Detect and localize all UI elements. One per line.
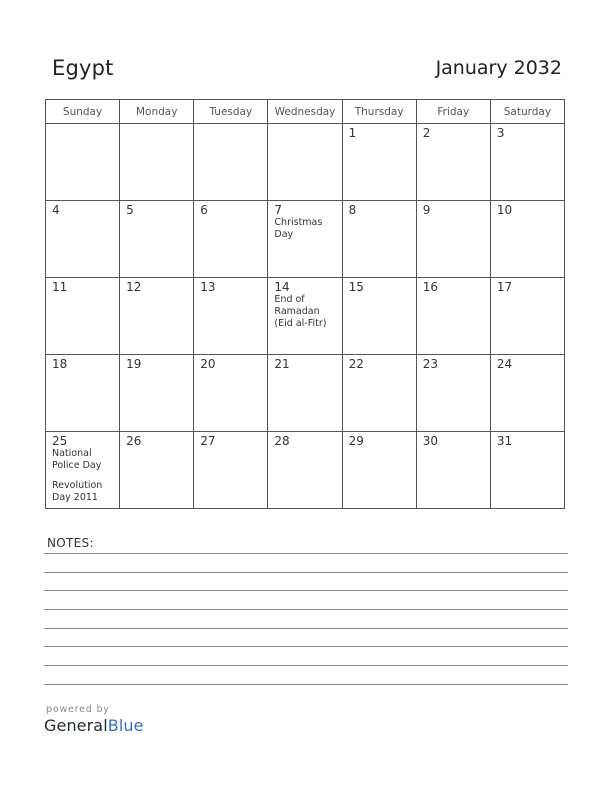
calendar-day-cell-tuesday [194, 355, 268, 432]
day-cell-content [120, 355, 193, 431]
weekday-header-wednesday: Wednesday [268, 100, 342, 124]
brand-name [44, 716, 144, 735]
calendar-day-cell-monday [120, 124, 194, 201]
day-number: 5 [126, 203, 134, 217]
weekday-header-sunday: Sunday [46, 100, 120, 124]
calendar-day-cell-wednesday [268, 278, 342, 355]
calendar-day-cell-wednesday [268, 124, 342, 201]
calendar-day-cell-monday [120, 201, 194, 278]
month-year-title: January 2032 [435, 57, 562, 79]
day-cell-content [417, 201, 490, 277]
calendar-day-cell-tuesday [194, 278, 268, 355]
calendar-day-cell-thursday [342, 432, 416, 509]
day-number: 3 [496, 126, 505, 140]
calendar-day-cell-monday [120, 355, 194, 432]
calendar-day-cell-saturday [490, 124, 564, 201]
day-cell-content [194, 355, 267, 431]
day-number: 30 [422, 434, 438, 448]
note-line [44, 646, 568, 647]
day-number: 21 [274, 357, 290, 371]
holiday-label: Revolution Day 2011 [52, 480, 103, 503]
calendar-week-row [46, 355, 565, 432]
day-cell-content [46, 124, 119, 200]
day-cell-content [417, 124, 490, 200]
day-cell-content [268, 432, 341, 508]
note-line [44, 609, 568, 610]
day-number: 25 [52, 434, 68, 448]
day-number: 2 [422, 126, 431, 140]
calendar-day-cell-friday [416, 278, 490, 355]
calendar-day-cell-thursday [342, 355, 416, 432]
day-number: 20 [200, 357, 216, 371]
day-number: 17 [496, 280, 513, 294]
note-line [44, 553, 568, 554]
calendar-day-cell-sunday [46, 201, 120, 278]
calendar-day-cell-sunday [46, 432, 120, 509]
day-cell-content [343, 201, 416, 277]
calendar-day-cell-tuesday [194, 124, 268, 201]
day-number: 15 [348, 280, 364, 294]
calendar-week-row [46, 432, 565, 509]
day-cell-content [268, 201, 341, 277]
day-number: 19 [126, 357, 142, 371]
day-cell-content [194, 432, 267, 508]
day-number: 31 [496, 434, 513, 448]
calendar-day-cell-sunday [46, 355, 120, 432]
day-number: 4 [52, 203, 60, 217]
day-number: 13 [200, 280, 216, 294]
day-number: 14 [274, 280, 290, 294]
day-cell-content [343, 355, 416, 431]
day-number: 9 [422, 203, 431, 217]
notes-label: NOTES: [47, 536, 94, 550]
note-line [44, 684, 568, 685]
calendar-day-cell-thursday [342, 124, 416, 201]
powered-by-text: powered by [46, 704, 110, 715]
day-number: 1 [348, 126, 357, 140]
day-number: 29 [348, 434, 364, 448]
day-cell-content [46, 201, 119, 277]
day-cell-content [491, 124, 564, 200]
day-cell-content [343, 432, 416, 508]
day-number: 7 [274, 203, 283, 217]
calendar-week-row [46, 201, 565, 278]
day-cell-content [120, 278, 193, 354]
calendar-day-cell-friday [416, 201, 490, 278]
holiday-label: National Police Day [52, 448, 102, 471]
calendar-day-cell-sunday [46, 278, 120, 355]
day-cell-content [120, 201, 193, 277]
calendar-day-cell-wednesday [268, 355, 342, 432]
calendar-day-cell-sunday [46, 124, 120, 201]
calendar-day-cell-monday [120, 432, 194, 509]
day-cell-content [46, 278, 119, 354]
day-number: 26 [126, 434, 142, 448]
day-cell-content [268, 355, 341, 431]
day-number: 8 [348, 203, 357, 217]
calendar-day-cell-thursday [342, 278, 416, 355]
calendar-week-row [46, 278, 565, 355]
note-line [44, 628, 568, 629]
day-cell-content [120, 432, 193, 508]
calendar-day-cell-saturday [490, 278, 564, 355]
day-cell-content [343, 124, 416, 200]
calendar-day-cell-thursday [342, 201, 416, 278]
day-cell-content [491, 432, 564, 508]
day-cell-content [268, 278, 341, 354]
calendar-day-cell-saturday [490, 355, 564, 432]
country-title: Egypt [52, 56, 114, 80]
note-line [44, 572, 568, 573]
weekday-header-row [46, 100, 565, 124]
day-cell-content [491, 278, 564, 354]
weekday-header-tuesday: Tuesday [194, 100, 268, 124]
day-number: 22 [348, 357, 364, 371]
day-cell-content [46, 355, 119, 431]
day-cell-content [194, 124, 267, 200]
day-number: 10 [496, 203, 513, 217]
calendar-body [46, 124, 565, 509]
calendar-day-cell-wednesday [268, 432, 342, 509]
day-number: 6 [200, 203, 208, 217]
weekday-header-thursday: Thursday [342, 100, 416, 124]
calendar-day-cell-saturday [490, 432, 564, 509]
weekday-header-saturday: Saturday [490, 100, 564, 124]
day-number: 16 [422, 280, 438, 294]
day-cell-content [46, 432, 119, 508]
calendar-week-row [46, 124, 565, 201]
day-number: 11 [52, 280, 68, 294]
calendar-day-cell-friday [416, 124, 490, 201]
day-number: 12 [126, 280, 142, 294]
weekday-header-friday: Friday [416, 100, 490, 124]
day-cell-content [343, 278, 416, 354]
day-cell-content [268, 124, 341, 200]
day-number: 27 [200, 434, 216, 448]
day-cell-content [194, 201, 267, 277]
day-cell-content [120, 124, 193, 200]
day-cell-content [417, 432, 490, 508]
holiday-label: End of Ramadan (Eid al-Fitr) [274, 294, 327, 329]
day-number: 24 [496, 357, 513, 371]
day-number: 23 [422, 357, 438, 371]
day-cell-content [417, 278, 490, 354]
day-cell-content [194, 278, 267, 354]
day-number: 18 [52, 357, 68, 371]
weekday-header-monday: Monday [120, 100, 194, 124]
day-cell-content [491, 355, 564, 431]
day-cell-content [417, 355, 490, 431]
calendar-day-cell-tuesday [194, 432, 268, 509]
generalblue-logo [44, 704, 144, 735]
calendar-day-cell-saturday [490, 201, 564, 278]
day-cell-content [491, 201, 564, 277]
calendar-grid [45, 99, 565, 509]
calendar-day-cell-wednesday [268, 201, 342, 278]
holiday-label: Christmas Day [274, 217, 323, 240]
day-number: 28 [274, 434, 290, 448]
calendar-day-cell-friday [416, 355, 490, 432]
calendar-day-cell-tuesday [194, 201, 268, 278]
note-line [44, 590, 568, 591]
calendar-day-cell-friday [416, 432, 490, 509]
calendar-day-cell-monday [120, 278, 194, 355]
brand-name-blue: Blue [107, 716, 144, 735]
brand-name-general: General [44, 716, 108, 735]
note-line [44, 665, 568, 666]
